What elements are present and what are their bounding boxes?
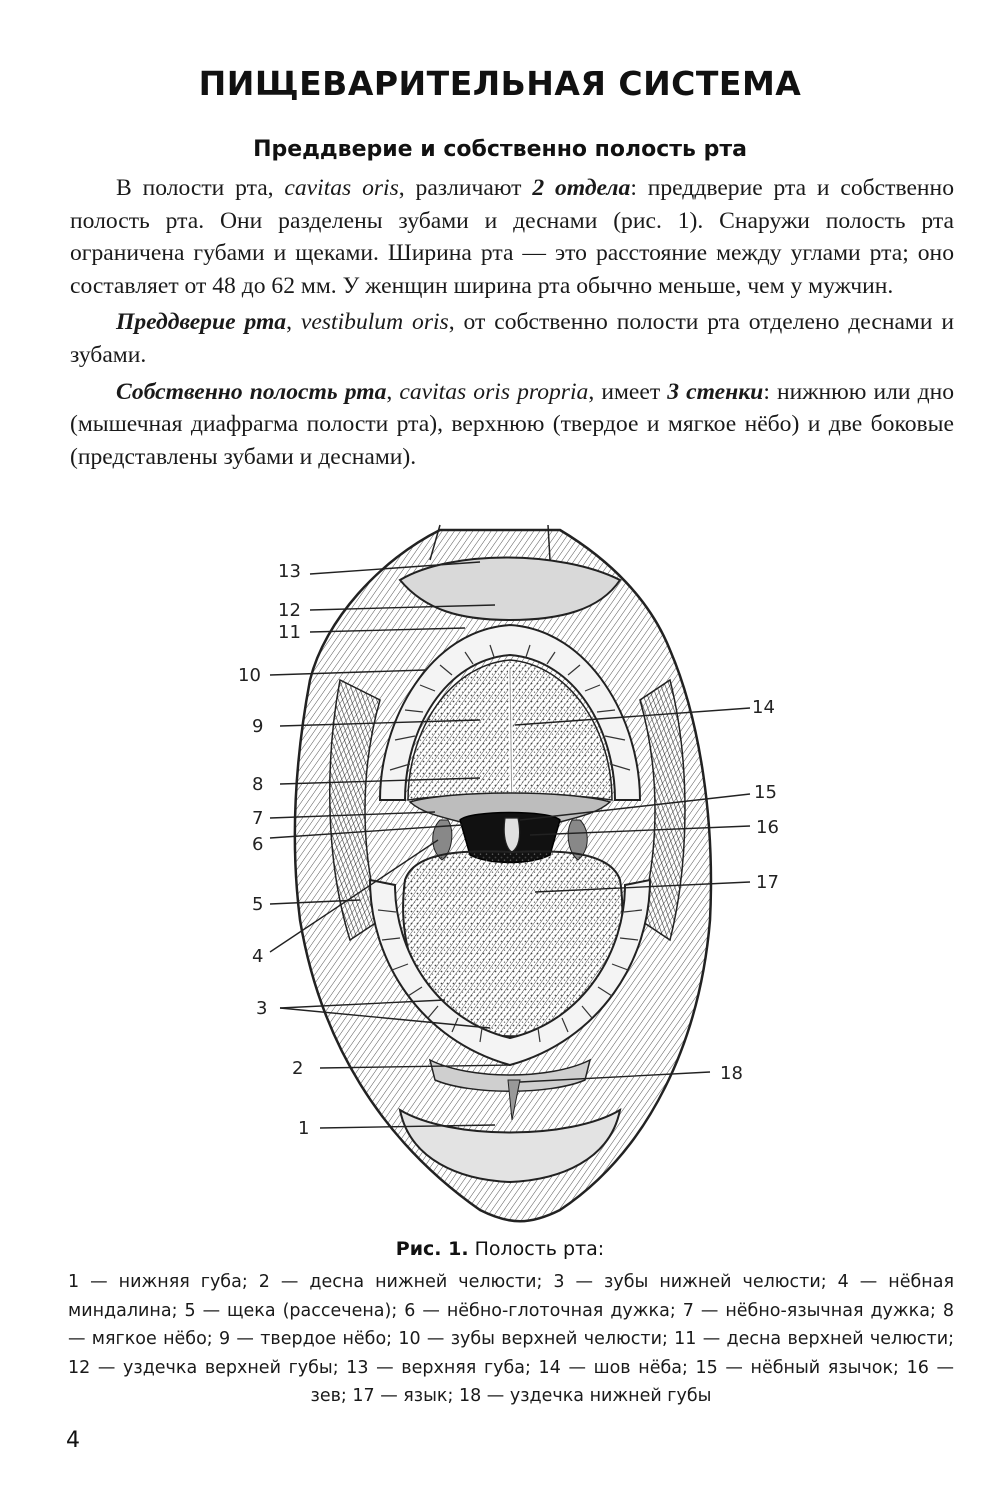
label-13: 13	[278, 561, 301, 582]
label-5: 5	[252, 894, 264, 915]
label-6: 6	[252, 834, 264, 855]
text-run: ,	[286, 309, 301, 336]
page-title: ПИЩЕВАРИТЕЛЬНАЯ СИСТЕМА	[198, 64, 802, 103]
paragraph-1	[70, 172, 954, 302]
latin-term: cavitas oris	[284, 175, 399, 201]
body-text	[70, 172, 954, 477]
text-run: , от собственно полости рта отделено деснами и зубами.	[70, 309, 955, 368]
label-16: 16	[756, 817, 779, 838]
latin-term: cavitas oris propria	[399, 378, 589, 405]
figure-legend: 1 — нижняя губа; 2 — десна нижней челюсти; 3 — зубы нижней челюсти; 4 — нёбная миндалина; 5 — щека (рассечена); 6 — нёбно-глоточная дужка; 7 — нёбно-язычная дужка; 8 — мягкое нёбо; 9 — твердое нёбо; 10 — зубы верхней челюсти; 11 — десна верхней челюсти; 12 — уздечка верхней губы; 13 — верхняя губа; 14 — шов нёба; 15 — нёбный язычок; 16 — зев; 17 — язык; 18 — уздечка нижней губы	[68, 1272, 954, 1406]
caption-text: Полость рта:	[468, 1238, 605, 1260]
caption-label: Рис. 1.	[395, 1238, 469, 1260]
text-run: : нижнюю или дно (мышечная диафрагма полости рта), верхнюю (твердое и мягкое нёбо) и две боковые (представлены зубами и деснами).	[70, 378, 955, 470]
text-run: ,	[386, 378, 400, 405]
figure-caption	[0, 1238, 1000, 1260]
latin-term: vestibulum oris	[300, 309, 449, 336]
term-heading: Собственно полость рта	[116, 378, 387, 405]
label-11: 11	[278, 622, 301, 643]
label-7: 7	[252, 808, 264, 829]
paragraph-3	[70, 376, 954, 474]
section-title: Преддверие и собственно полость рта	[253, 137, 747, 162]
page-number: 4	[66, 1428, 80, 1453]
oral-cavity-illustration	[230, 520, 790, 1240]
term-heading: Преддверие рта	[116, 309, 287, 336]
label-1: 1	[298, 1118, 310, 1139]
label-12: 12	[278, 600, 301, 621]
emphasis: 2 отдела	[532, 175, 631, 201]
label-18: 18	[720, 1063, 743, 1084]
label-2: 2	[292, 1058, 304, 1079]
paragraph-2	[70, 306, 954, 371]
emphasis: 3 стенки	[667, 378, 764, 405]
label-14: 14	[752, 697, 775, 718]
oral-cavity-figure	[230, 520, 790, 1240]
label-4: 4	[252, 946, 264, 967]
text-run: : преддверие рта и собственно полость рта. Они разделены зубами и деснами (рис. 1). Снаружи полость рта ограничена губами и щеками. Ширина рта — это расстояние между углами рта; оно составляет от 48 до 62 мм. У женщин ширина рта обычно меньше, чем у мужчин.	[70, 175, 954, 299]
label-15: 15	[754, 782, 777, 803]
label-17: 17	[756, 872, 779, 893]
label-3: 3	[256, 998, 268, 1019]
text-run: , различают	[398, 175, 533, 201]
text-run: В полости рта,	[116, 175, 285, 201]
label-8: 8	[252, 774, 264, 795]
label-9: 9	[252, 716, 264, 737]
text-run: , имеет	[588, 378, 668, 405]
label-10: 10	[238, 665, 261, 686]
